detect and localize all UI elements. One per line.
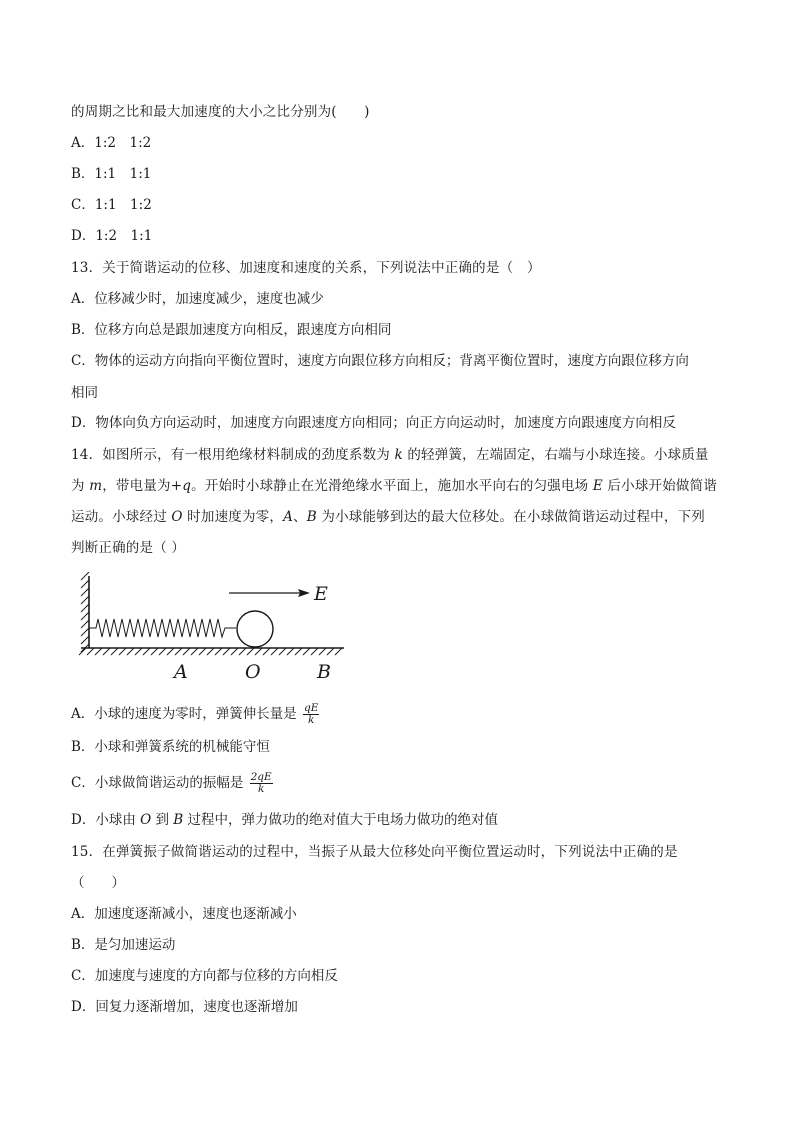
q12-option-a: A．1:2 1:2 bbox=[71, 135, 152, 151]
floor-hatch-line bbox=[207, 648, 214, 655]
floor-hatch-line bbox=[287, 648, 294, 655]
floor-hatch-line bbox=[87, 648, 94, 655]
q13-option-d: D．物体向负方向运动时，加速度方向跟速度方向相同；向正方向运动时，加速度方向跟速度方向相反 bbox=[71, 415, 676, 431]
floor-hatch-line bbox=[167, 648, 174, 655]
floor-hatch-line bbox=[271, 648, 278, 655]
floor-hatch-line bbox=[159, 648, 166, 655]
q14-stem-line3 bbox=[71, 508, 705, 526]
field-label-e: E bbox=[314, 583, 328, 605]
floor-hatch-line bbox=[239, 648, 246, 655]
q14-text: 、 bbox=[293, 509, 307, 525]
q14-text: 运动。小球经过 bbox=[71, 509, 172, 525]
spring-ball-diagram bbox=[72, 572, 352, 684]
floor-hatching bbox=[79, 648, 342, 655]
q13-option-b: B．位移方向总是跟加速度方向相反，跟速度方向相同 bbox=[71, 322, 392, 338]
q14-text: 为小球能够到达的最大位移处。在小球做简谐运动过程中，下列 bbox=[316, 509, 705, 525]
floor-hatch-line bbox=[191, 648, 198, 655]
fraction-qe-over-k bbox=[303, 703, 319, 726]
floor-hatch-line bbox=[103, 648, 110, 655]
q14-text: 。开始时小球静止在光滑绝缘水平面上，施加水平向右的匀强电场 bbox=[191, 478, 593, 494]
fraction-denominator: k bbox=[257, 783, 265, 795]
q15-option-b: B．是匀加速运动 bbox=[71, 937, 176, 953]
floor-hatch-line bbox=[335, 648, 342, 655]
floor-hatch-line bbox=[311, 648, 318, 655]
ball bbox=[237, 611, 273, 647]
floor-hatch-line bbox=[199, 648, 206, 655]
floor-hatch-line bbox=[175, 648, 182, 655]
q14-text: ，带电量为+ bbox=[102, 478, 183, 494]
q14-symbol-q: q bbox=[182, 478, 192, 494]
q15-option-a: A．加速度逐渐减小，速度也逐渐减小 bbox=[71, 906, 297, 922]
floor-hatch-line bbox=[79, 648, 86, 655]
q12-option-b: B．1:1 1:1 bbox=[71, 166, 152, 182]
q14-text: 14．如图所示，有一根用绝缘材料制成的劲度系数为 bbox=[71, 447, 395, 463]
q14-text: 到 bbox=[151, 812, 174, 828]
floor-hatch-line bbox=[279, 648, 286, 655]
floor-hatch-line bbox=[135, 648, 142, 655]
floor-hatch-line bbox=[151, 648, 158, 655]
q14-symbol-b: B bbox=[306, 509, 317, 525]
position-label-a: A bbox=[174, 661, 188, 683]
q13-option-c-line1: C．物体的运动方向指向平衡位置时，速度方向跟位移方向相反；背离平衡位置时，速度方向跟位移方向 bbox=[71, 353, 689, 369]
q14-option-c-text: C．小球做简谐运动的振幅是 bbox=[71, 775, 248, 791]
floor-hatch-line bbox=[247, 648, 254, 655]
q14-symbol-b: B bbox=[173, 812, 184, 828]
q14-option-b: B．小球和弹簧系统的机械能守恒 bbox=[71, 739, 270, 755]
floor-hatch-line bbox=[111, 648, 118, 655]
wall-hatching bbox=[81, 572, 89, 652]
floor-hatch-line bbox=[183, 648, 190, 655]
q14-symbol-m: m bbox=[89, 478, 103, 494]
floor-hatch-line bbox=[223, 648, 230, 655]
q14-text: D．小球由 bbox=[71, 812, 141, 828]
floor-hatch-line bbox=[327, 648, 334, 655]
q14-text: 时加速度为零， bbox=[182, 509, 284, 525]
floor-hatch-line bbox=[231, 648, 238, 655]
q14-option-d bbox=[71, 811, 498, 829]
floor-hatch-line bbox=[215, 648, 222, 655]
q14-stem-line2 bbox=[71, 477, 717, 495]
q14-text: 为 bbox=[71, 478, 90, 494]
fraction-2qe-over-k bbox=[250, 772, 273, 795]
floor-hatch-line bbox=[95, 648, 102, 655]
q12-option-d: D．1:2 1:1 bbox=[71, 228, 153, 244]
q14-symbol-o: O bbox=[140, 812, 152, 828]
floor-hatch-line bbox=[295, 648, 302, 655]
q12-stem-continuation: 的周期之比和最大加速度的大小之比分别为( ) bbox=[71, 104, 370, 120]
q14-symbol-k: k bbox=[394, 447, 403, 463]
q13-option-c-line2: 相同 bbox=[71, 385, 98, 401]
q15-stem: 15．在弹簧振子做简谐运动的过程中，当振子从最大位移处向平衡位置运动时，下列说法中正确的是 bbox=[71, 844, 678, 860]
q14-symbol-e: E bbox=[592, 478, 603, 494]
q14-text: 过程中，弹力做功的绝对值大于电场力做功的绝对值 bbox=[183, 812, 499, 828]
floor-hatch-line bbox=[263, 648, 270, 655]
floor-hatch-line bbox=[119, 648, 126, 655]
q15-option-c: C．加速度与速度的方向都与位移的方向相反 bbox=[71, 968, 338, 984]
q13-option-a: A．位移减少时，加速度减少，速度也减少 bbox=[71, 291, 324, 307]
q14-option-a-text: A．小球的速度为零时，弹簧伸长量是 bbox=[71, 706, 302, 722]
q14-option-c bbox=[71, 767, 273, 799]
q14-symbol-a: A bbox=[283, 509, 294, 525]
fraction-numerator: qE bbox=[304, 702, 319, 714]
q14-text: 后小球开始做简谐 bbox=[602, 478, 718, 494]
q15-option-d: D．回复力逐渐增加，速度也逐渐增加 bbox=[71, 999, 298, 1015]
floor-hatch-line bbox=[143, 648, 150, 655]
q14-text: 的轻弹簧，左端固定，右端与小球连接。小球质量 bbox=[402, 447, 709, 463]
floor-hatch-line bbox=[127, 648, 134, 655]
q15-answer-paren: （ ） bbox=[71, 875, 125, 891]
q13-stem: 13．关于简谐运动的位移、加速度和速度的关系，下列说法中正确的是（ ） bbox=[71, 260, 541, 276]
q12-option-c: C．1:1 1:2 bbox=[71, 197, 152, 213]
position-label-o: O bbox=[245, 661, 261, 683]
q14-stem-line4: 判断正确的是（ ） bbox=[71, 540, 186, 556]
spring bbox=[89, 619, 236, 637]
floor-hatch-line bbox=[303, 648, 310, 655]
fraction-denominator: k bbox=[308, 714, 315, 726]
position-label-b: B bbox=[317, 661, 331, 683]
fraction-numerator: 2qE bbox=[250, 771, 272, 783]
q14-symbol-o: O bbox=[171, 509, 183, 525]
q14-stem-line1 bbox=[71, 446, 709, 464]
floor-hatch-line bbox=[255, 648, 262, 655]
floor-hatch-line bbox=[319, 648, 326, 655]
q14-option-a bbox=[71, 699, 319, 729]
